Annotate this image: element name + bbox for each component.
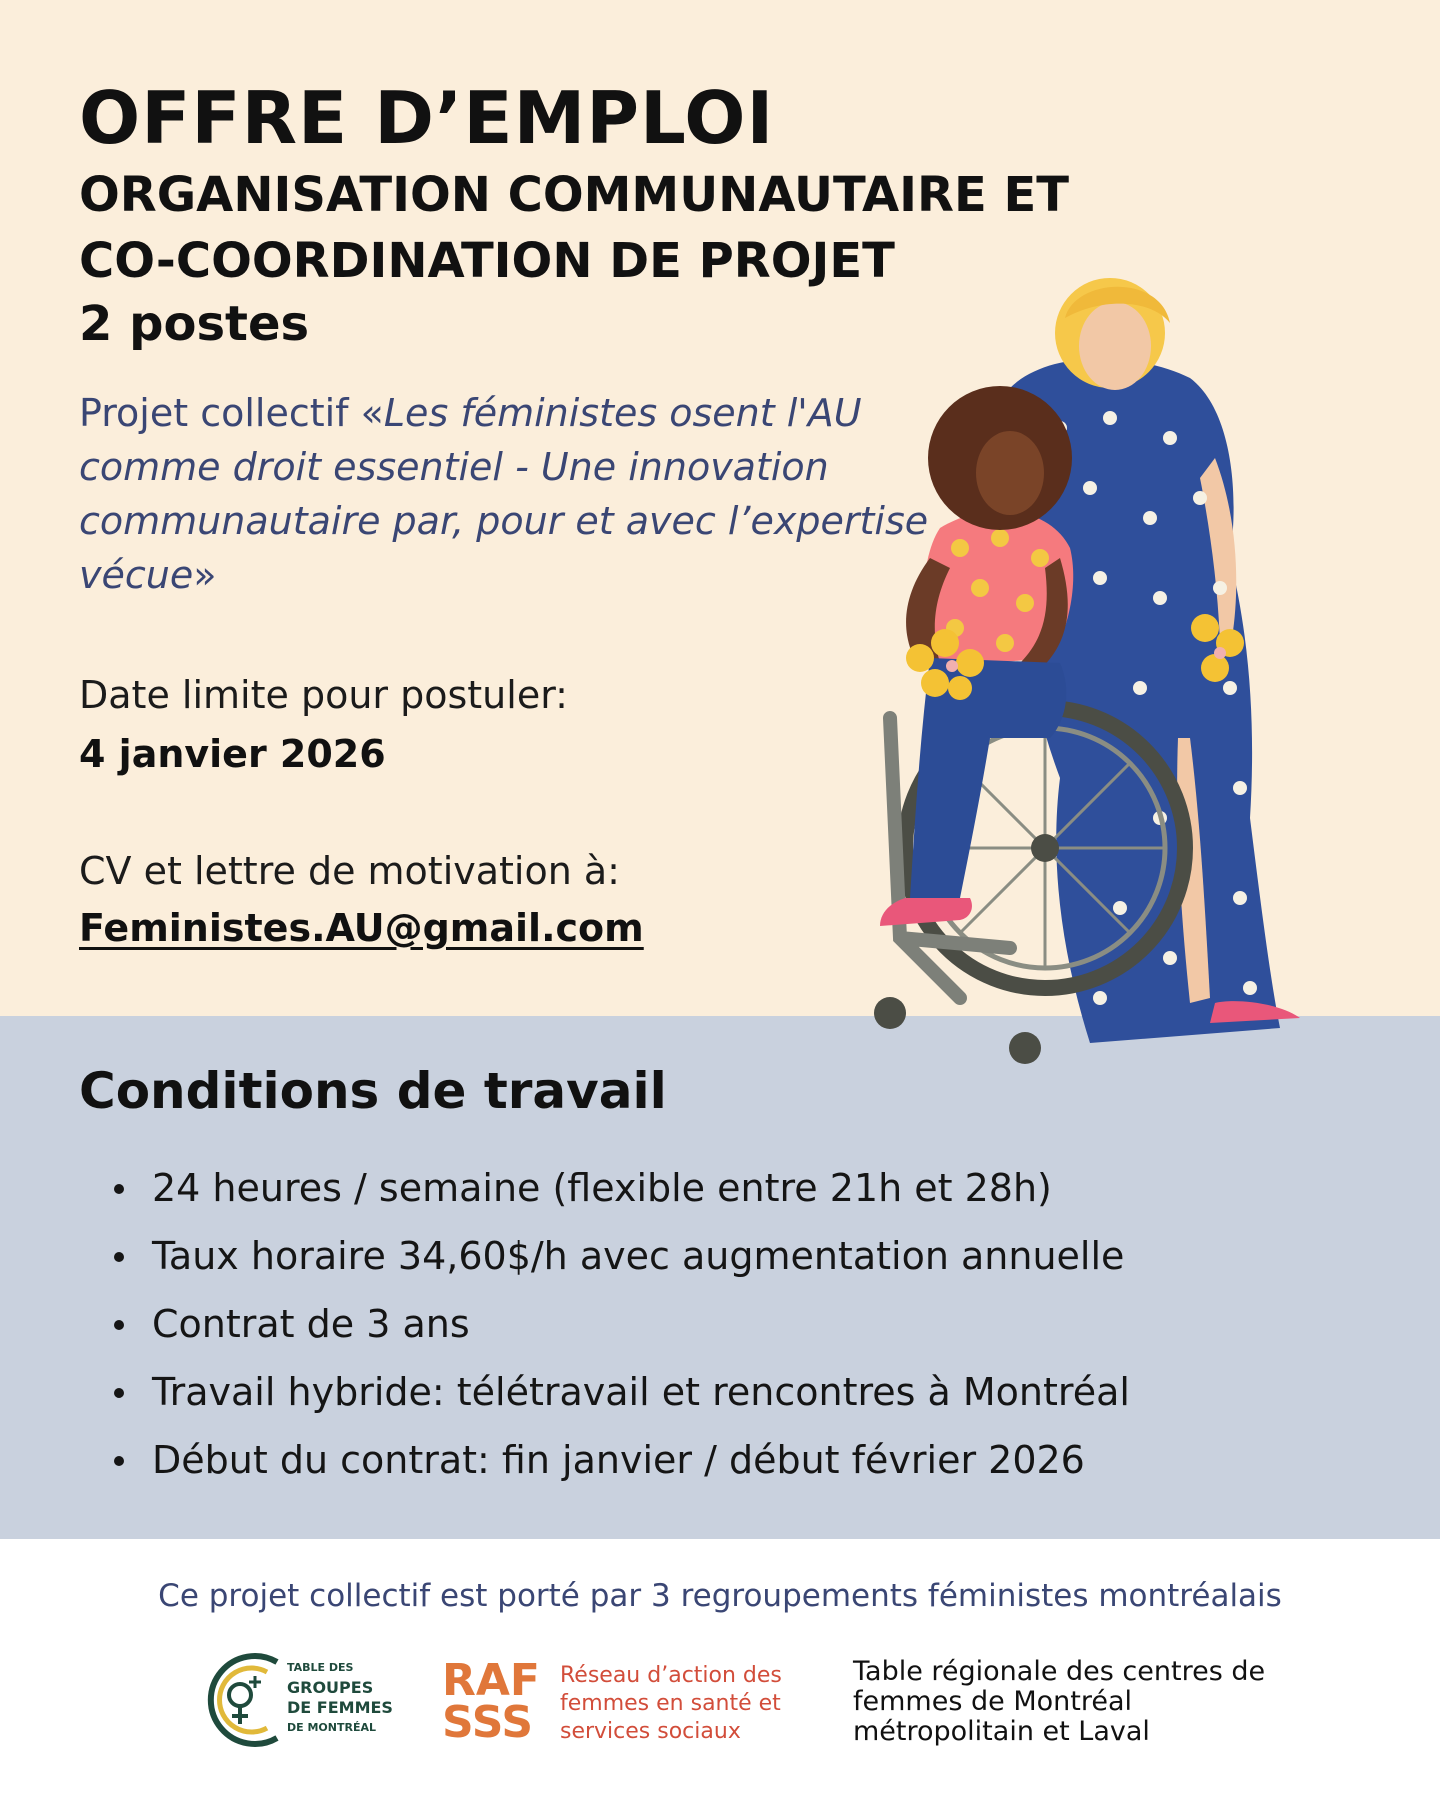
logo-table-regionale: Table régionale des centres de femmes de Montréal métropolitain et Laval: [853, 1656, 1266, 1747]
condition-item-contract: Contrat de 3 ans: [110, 1298, 1130, 1366]
application-label: CV et lettre de motivation à:: [79, 849, 620, 893]
condition-item-hybrid: Travail hybride: télétravail et rencontres à Montréal: [110, 1366, 1130, 1434]
conditions-heading: Conditions de travail: [79, 1062, 667, 1120]
carried-by-text: Ce projet collectif est porté par 3 regroupements féministes montréalais: [158, 1578, 1282, 1614]
condition-item-start: Début du contrat: fin janvier / début février 2026: [110, 1434, 1130, 1502]
logo1-line2: GROUPES: [287, 1678, 374, 1697]
rafsss-line2: SSS: [442, 1697, 534, 1748]
application-email-link[interactable]: Feministes.AU@gmail.com: [79, 906, 644, 950]
logo1-line1: TABLE DES: [287, 1661, 354, 1674]
venus-symbol-icon: [195, 1650, 285, 1750]
project-prefix: Projet collectif «: [79, 391, 384, 435]
job-title-line2: CO-COORDINATION DE PROJET: [79, 233, 895, 289]
deadline-label: Date limite pour postuler:: [79, 673, 568, 717]
logo-table-groupes-femmes: [195, 1650, 405, 1750]
rafsss-line1: RAF: [442, 1655, 540, 1706]
logo-rafsss-acronym: [442, 1655, 540, 1748]
illustration-women-wheelchair: [860, 258, 1380, 1078]
project-name: Les féministes osent l'AU comme droit essentiel - Une innovation communautaire par, pour et avec l’expertise vécue: [79, 391, 929, 597]
logo1-text: [287, 1658, 393, 1738]
deadline-value: 4 janvier 2026: [79, 732, 386, 776]
logo1-line4: DE MONTRÉAL: [287, 1721, 376, 1734]
condition-item-rate: Taux horaire 34,60$/h avec augmentation annuelle: [110, 1230, 1130, 1298]
page-title: OFFRE D’EMPLOI: [79, 76, 775, 160]
condition-item-hours: 24 heures / semaine (flexible entre 21h et 28h): [110, 1162, 1130, 1230]
logo-rafsss-name: Réseau d’action des femmes en santé et services sociaux: [560, 1663, 782, 1744]
job-title-line1: ORGANISATION COMMUNAUTAIRE ET: [79, 167, 1069, 223]
project-suffix: »: [193, 553, 217, 597]
positions-count: 2 postes: [79, 296, 310, 352]
conditions-list: [110, 1162, 1130, 1502]
logo1-line3: DE FEMMES: [287, 1698, 393, 1717]
project-description: [79, 386, 979, 602]
